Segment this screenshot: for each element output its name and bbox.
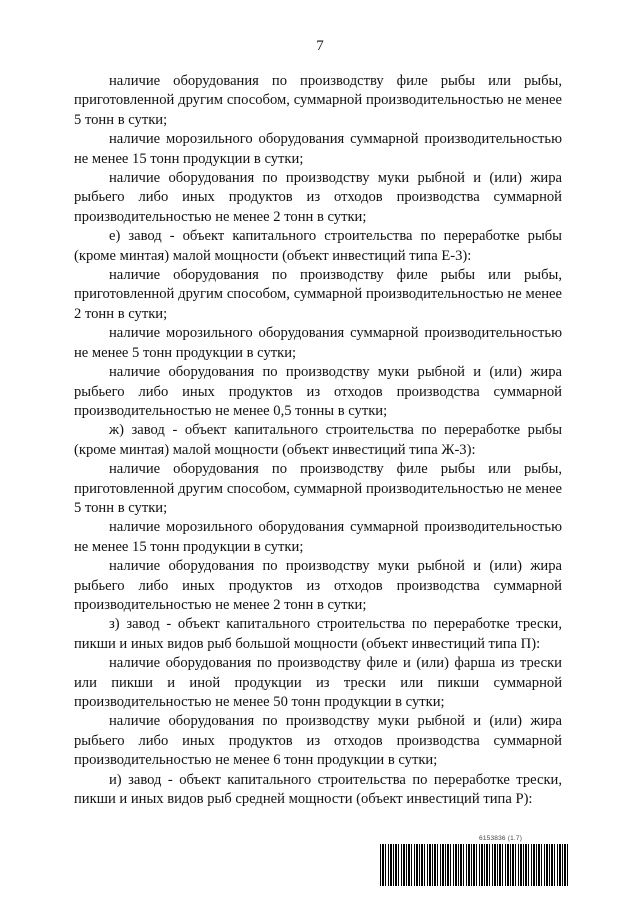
paragraph: наличие морозильного оборудования суммарной производительностью не менее 5 тонн продукции в сутки; [74, 325, 562, 361]
paragraph: наличие морозильного оборудования суммарной производительностью не менее 15 тонн продукции в сутки; [74, 519, 562, 555]
list-item-e: е) завод - объект капитального строительства по переработке рыбы (кроме минтая) малой мощности (объект инвестиций типа Е-3): [74, 228, 562, 264]
paragraph: наличие оборудования по производству муки рыбной и (или) жира рыбьего либо иных продуктов из отходов производства суммарной производительностью не менее 6 тонн продукции в сутки; [74, 713, 562, 769]
barcode-icon [380, 844, 570, 886]
paragraph: наличие оборудования по производству филе рыбы или рыбы, приготовленной другим способом, суммарной производительностью не менее 2 тонн в сутки; [74, 267, 562, 322]
list-item-zh: ж) завод - объект капитального строительства по переработке рыбы (кроме минтая) малой мощности (объект инвестиций типа Ж-3): [74, 422, 562, 458]
paragraph: наличие морозильного оборудования суммарной производительностью не менее 15 тонн продукции в сутки; [74, 131, 562, 167]
paragraph: наличие оборудования по производству филе рыбы или рыбы, приготовленной другим способом, суммарной производительностью не менее 5 тонн в сутки; [74, 73, 562, 128]
paragraph: наличие оборудования по производству филе рыбы или рыбы, приготовленной другим способом, суммарной производительностью не менее 5 тонн в сутки; [74, 461, 562, 516]
list-item-i: и) завод - объект капитального строительства по переработке трески, пикши и иных видов рыб средней мощности (объект инвестиций типа Р): [74, 771, 562, 808]
paragraph: наличие оборудования по производству муки рыбной и (или) жира рыбьего либо иных продуктов из отходов производства суммарной производительностью не менее 2 тонн в сутки; [74, 170, 562, 225]
page-number: 7 [316, 38, 324, 54]
paragraph: наличие оборудования по производству филе и (или) фарша из трески или пикши и иной продукции из трески или пикши суммарной производительностью не менее 50 тонн продукции в сутки; [74, 655, 562, 710]
document-code: 6153836 (1.7) [479, 835, 523, 842]
paragraph: наличие оборудования по производству муки рыбной и (или) жира рыбьего либо иных продуктов из отходов производства суммарной производительностью не менее 2 тонн в сутки; [74, 558, 562, 613]
list-item-z: з) завод - объект капитального строительства по переработке трески, пикши и иных видов рыб большой мощности (объект инвестиций типа П): [74, 616, 562, 652]
document-body [74, 72, 562, 809]
paragraph: наличие оборудования по производству муки рыбной и (или) жира рыбьего либо иных продуктов из отходов производства суммарной производительностью не менее 0,5 тонны в сутки; [74, 364, 562, 419]
